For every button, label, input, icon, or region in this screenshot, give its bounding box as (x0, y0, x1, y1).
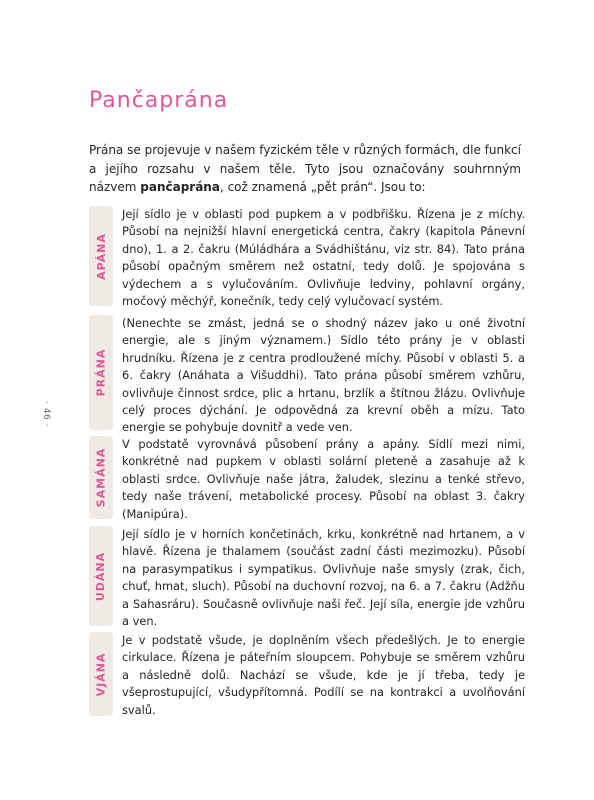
section-label-samana: SAMÁNA (94, 447, 108, 508)
section-tab-samana (89, 436, 113, 519)
intro-text-after: , což znamená „pět prán“. Jsou to: (219, 180, 426, 194)
section-prana (89, 315, 525, 435)
section-samana (89, 436, 525, 519)
section-text-vjana: Je v podstatě všude, je doplněním všech předešlých. Je to energie cirkulace. Řízena je páteřním sloupcem. Pohybuje se směrem vzhůru a následně dolů. Nachází se všude, kde je jí třeba, tedy je všeprostupující, všudypřítomná. Podílí se na kontrakci a uvolňování svalů. (122, 633, 525, 717)
section-label-prana: PRÁNA (94, 348, 108, 397)
section-tab-udana (89, 526, 113, 626)
section-tab-apana (89, 206, 113, 306)
section-tab-prana (89, 315, 113, 430)
section-vjana (89, 632, 525, 716)
section-text-apana: Její sídlo je v oblasti pod pupkem a v podbřišku. Řízena je z míchy. Působí na nejnižší hlavní energetická centra, čakry (kapitola Pánevní dno), 1. a 2. čakru (Múládhára a Svádhištánu, viz str. 84). Tato prána působí opačným směrem než ostatní, tedy dolů. Je spojována s výdechem a s vylučováním. Ovlivňuje ledviny, pohlavní orgány, močový měchýř, konečník, tedy celý vylučovací systém. (122, 207, 525, 309)
section-tab-vjana (89, 632, 113, 716)
section-text-udana: Její sídlo je v horních končetinách, krku, konkrétně nad hrtanem, a v hlavě. Řízena je thalamem (součást zadní části mezimozku). Působí na parasympatikus i sympatikus. Ovlivňuje naše smysly (zrak, čich, chuť, hmat, sluch). Působí na duchovní rozvoj, na 6. a 7. čakru (Adžňu a Sahasráru). Současně ovlivňuje naši řeč. Její síla, energie jde vzhůru a ven. (122, 527, 525, 629)
section-label-udana: UDÁNA (94, 551, 108, 601)
page-number-text: · 46 · (41, 401, 51, 427)
intro-term: pančaprána (140, 180, 220, 194)
section-label-apana: APÁNA (94, 232, 108, 280)
intro-text-before: Prána se projevuje v našem fyzickém těle v různých formách, dle funkcí a jejího rozsahu v našem těle. Tyto jsou označovány souhrnným názvem (89, 143, 521, 194)
section-label-vjana: VJÁNA (94, 652, 108, 696)
page-number (36, 392, 56, 436)
intro-paragraph (89, 141, 521, 197)
page-title: Pančaprána (89, 88, 229, 113)
section-apana (89, 206, 525, 309)
section-udana (89, 526, 525, 629)
section-text-prana: (Nenechte se zmást, jedná se o shodný název jako u oné životní energie, ale s jiným významem.) Sídlo této prány je v oblasti hrudníku. Řízena je z centra prodloužené míchy. Působí v oblasti 5. a 6. čakry (Anáhata a Višuddhi). Tato prána působí směrem vzhůru, ovlivňuje činnost srdce, plic a hrtanu, brzlík a štítnou žlázu. Ovlivňuje celý proces dýchání. Je odpovědná za krevní oběh a mízu. Tato energie se pohybuje dovnitř a vede ven. (122, 316, 525, 435)
section-text-samana: V podstatě vyrovnává působení prány a apány. Sídlí mezi nimi, konkrétně nad pupkem v oblasti solární pleteně a zasahuje až k oblasti srdce. Ovlivňuje naše játra, žaludek, slezinu a tenké střevo, tedy naše trávení, metabolické procesy. Působí na oblast 3. čakry (Manipúra). (122, 437, 525, 521)
